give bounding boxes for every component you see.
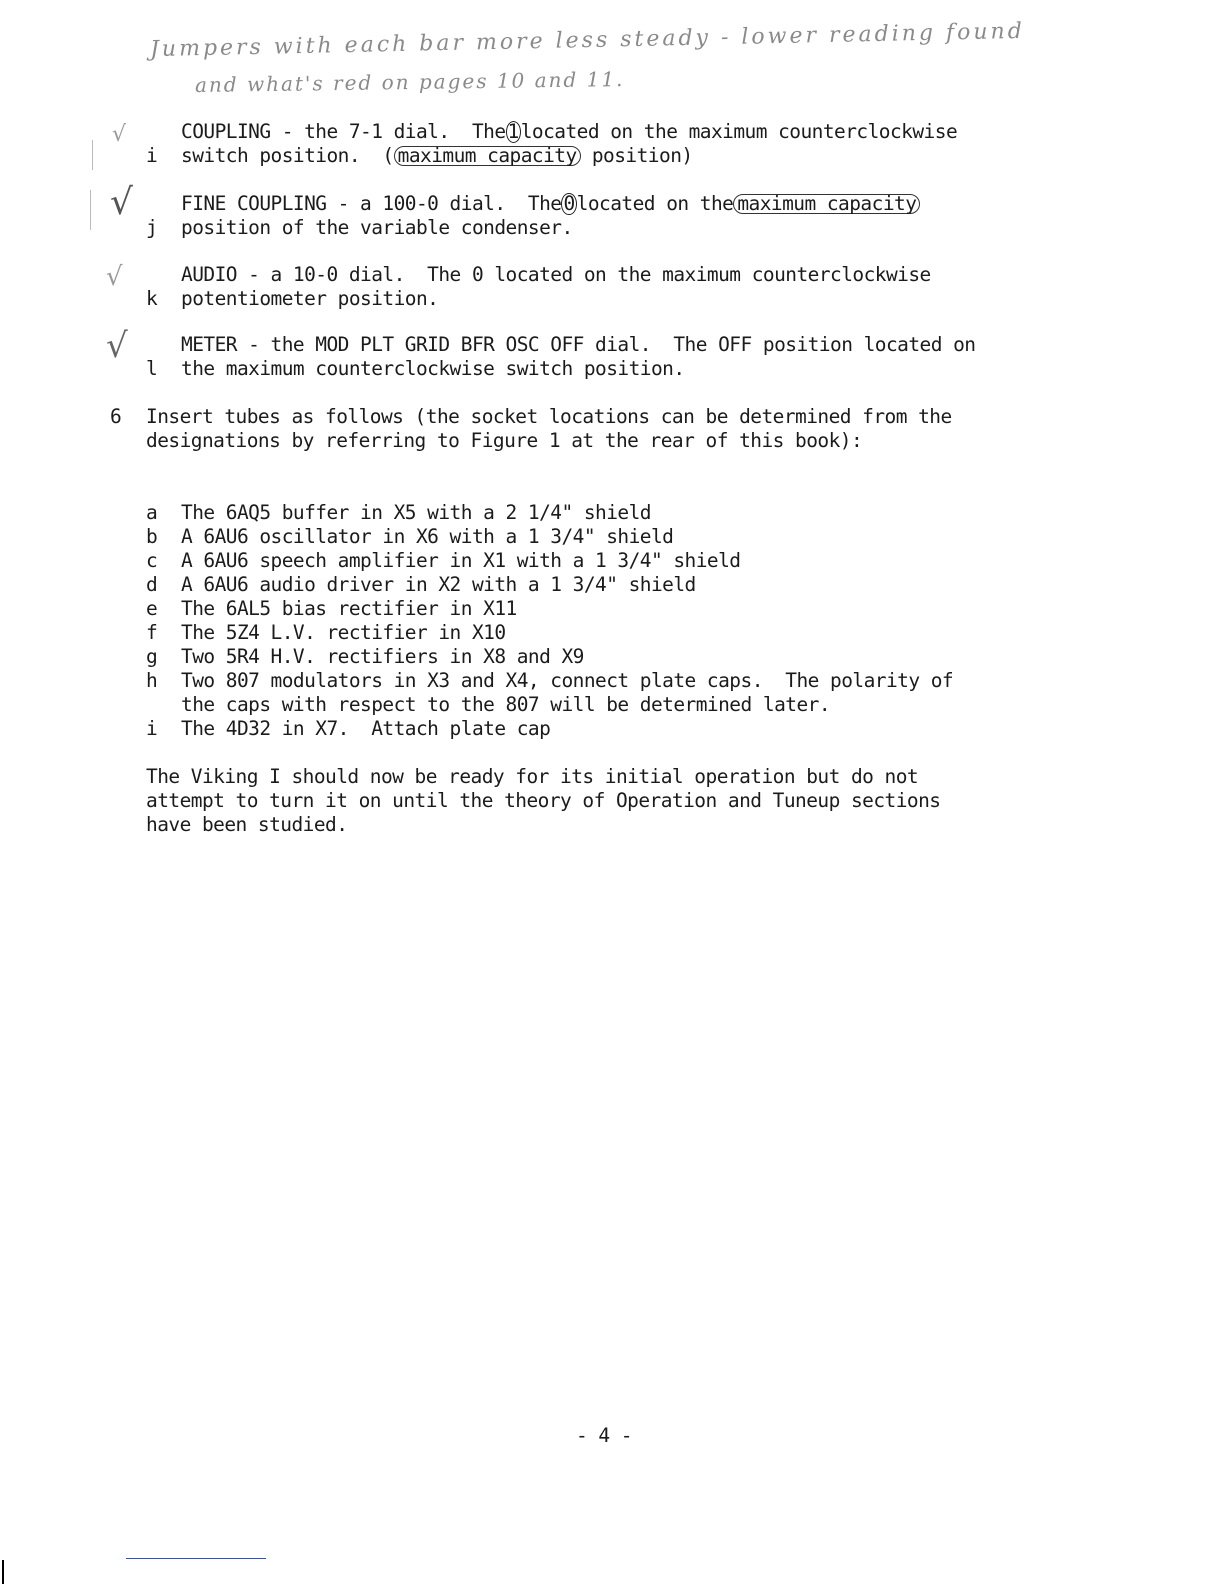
- item-text-line-1: METER - the MOD PLT GRID BFR OSC OFF dial. The OFF position located on: [181, 333, 976, 356]
- list-item: a The 6AQ5 buffer in X5 with a 2 1/4" shield: [146, 501, 651, 524]
- list-item: h Two 807 modulators in X3 and X4, connect plate caps. The polarity of: [146, 669, 954, 692]
- handwritten-note-line-2: and what's red on pages 10 and 11.: [194, 67, 625, 97]
- circled-value: 0: [563, 192, 575, 215]
- page-number: - 4 -: [576, 1424, 632, 1447]
- pencil-check-mark: √: [112, 122, 127, 147]
- underlined-annotation: maximum capacity: [733, 194, 920, 214]
- item-text-line-1: AUDIO - a 10-0 dial. The 0 located on the maximum counterclockwise: [181, 263, 931, 286]
- circled-value: 1: [507, 120, 519, 143]
- item-label: l: [146, 357, 158, 380]
- handwritten-note-line-1: Jumpers with each bar more less steady - lower reading found: [149, 18, 1026, 63]
- margin-pencil-mark: [92, 140, 93, 170]
- footer-rule: [126, 1558, 266, 1559]
- step-text-line-1: Insert tubes as follows (the socket locations can be determined from the: [146, 405, 952, 428]
- underlined-annotation: maximum capacity: [394, 146, 581, 166]
- closing-line-2: attempt to turn it on until the theory of Operation and Tuneup sections: [146, 789, 941, 812]
- closing-paragraph: [0, 765, 941, 885]
- closing-line-3: have been studied.: [146, 813, 348, 836]
- list-item: e The 6AL5 bias rectifier in X11: [146, 597, 517, 620]
- item-text-line-1: COUPLING - the 7-1 dial. The 1 located on the maximum counterclockwise: [181, 120, 958, 143]
- pencil-check-mark: √: [106, 262, 123, 292]
- list-item: b A 6AU6 oscillator in X6 with a 1 3/4" shield: [146, 525, 674, 548]
- scan-edge-mark: [2, 1560, 4, 1584]
- item-label: i: [146, 144, 158, 167]
- closing-line-1: The Viking I should now be ready for its initial operation but do not: [146, 765, 919, 788]
- check-mark: √: [110, 182, 133, 223]
- step-text-line-2: designations by referring to Figure 1 at the rear of this book):: [146, 429, 863, 452]
- list-item: d A 6AU6 audio driver in X2 with a 1 3/4" shield: [146, 573, 696, 596]
- item-text-line-2: switch position. ( maximum capacity position): [181, 144, 693, 167]
- list-item: f The 5Z4 L.V. rectifier in X10: [146, 621, 506, 644]
- item-text-line-1: FINE COUPLING - a 100-0 dial. The 0 located on the maximum capacity: [181, 192, 920, 216]
- item-label: k: [146, 287, 158, 310]
- margin-pencil-mark: [90, 190, 91, 230]
- item-text-line-2: position of the variable condenser.: [181, 216, 573, 239]
- list-item-continuation: the caps with respect to the 807 will be determined later.: [181, 693, 831, 716]
- check-mark: √: [106, 326, 128, 366]
- item-text-line-2: the maximum counterclockwise switch position.: [181, 357, 685, 380]
- list-item: i The 4D32 in X7. Attach plate cap: [146, 717, 551, 740]
- item-label: j: [146, 216, 158, 239]
- list-item: c A 6AU6 speech amplifier in X1 with a 1 3/4" shield: [146, 549, 741, 572]
- list-item: g Two 5R4 H.V. rectifiers in X8 and X9: [146, 645, 584, 668]
- item-text-line-2: potentiometer position.: [181, 287, 439, 310]
- step-number: 6: [110, 405, 122, 428]
